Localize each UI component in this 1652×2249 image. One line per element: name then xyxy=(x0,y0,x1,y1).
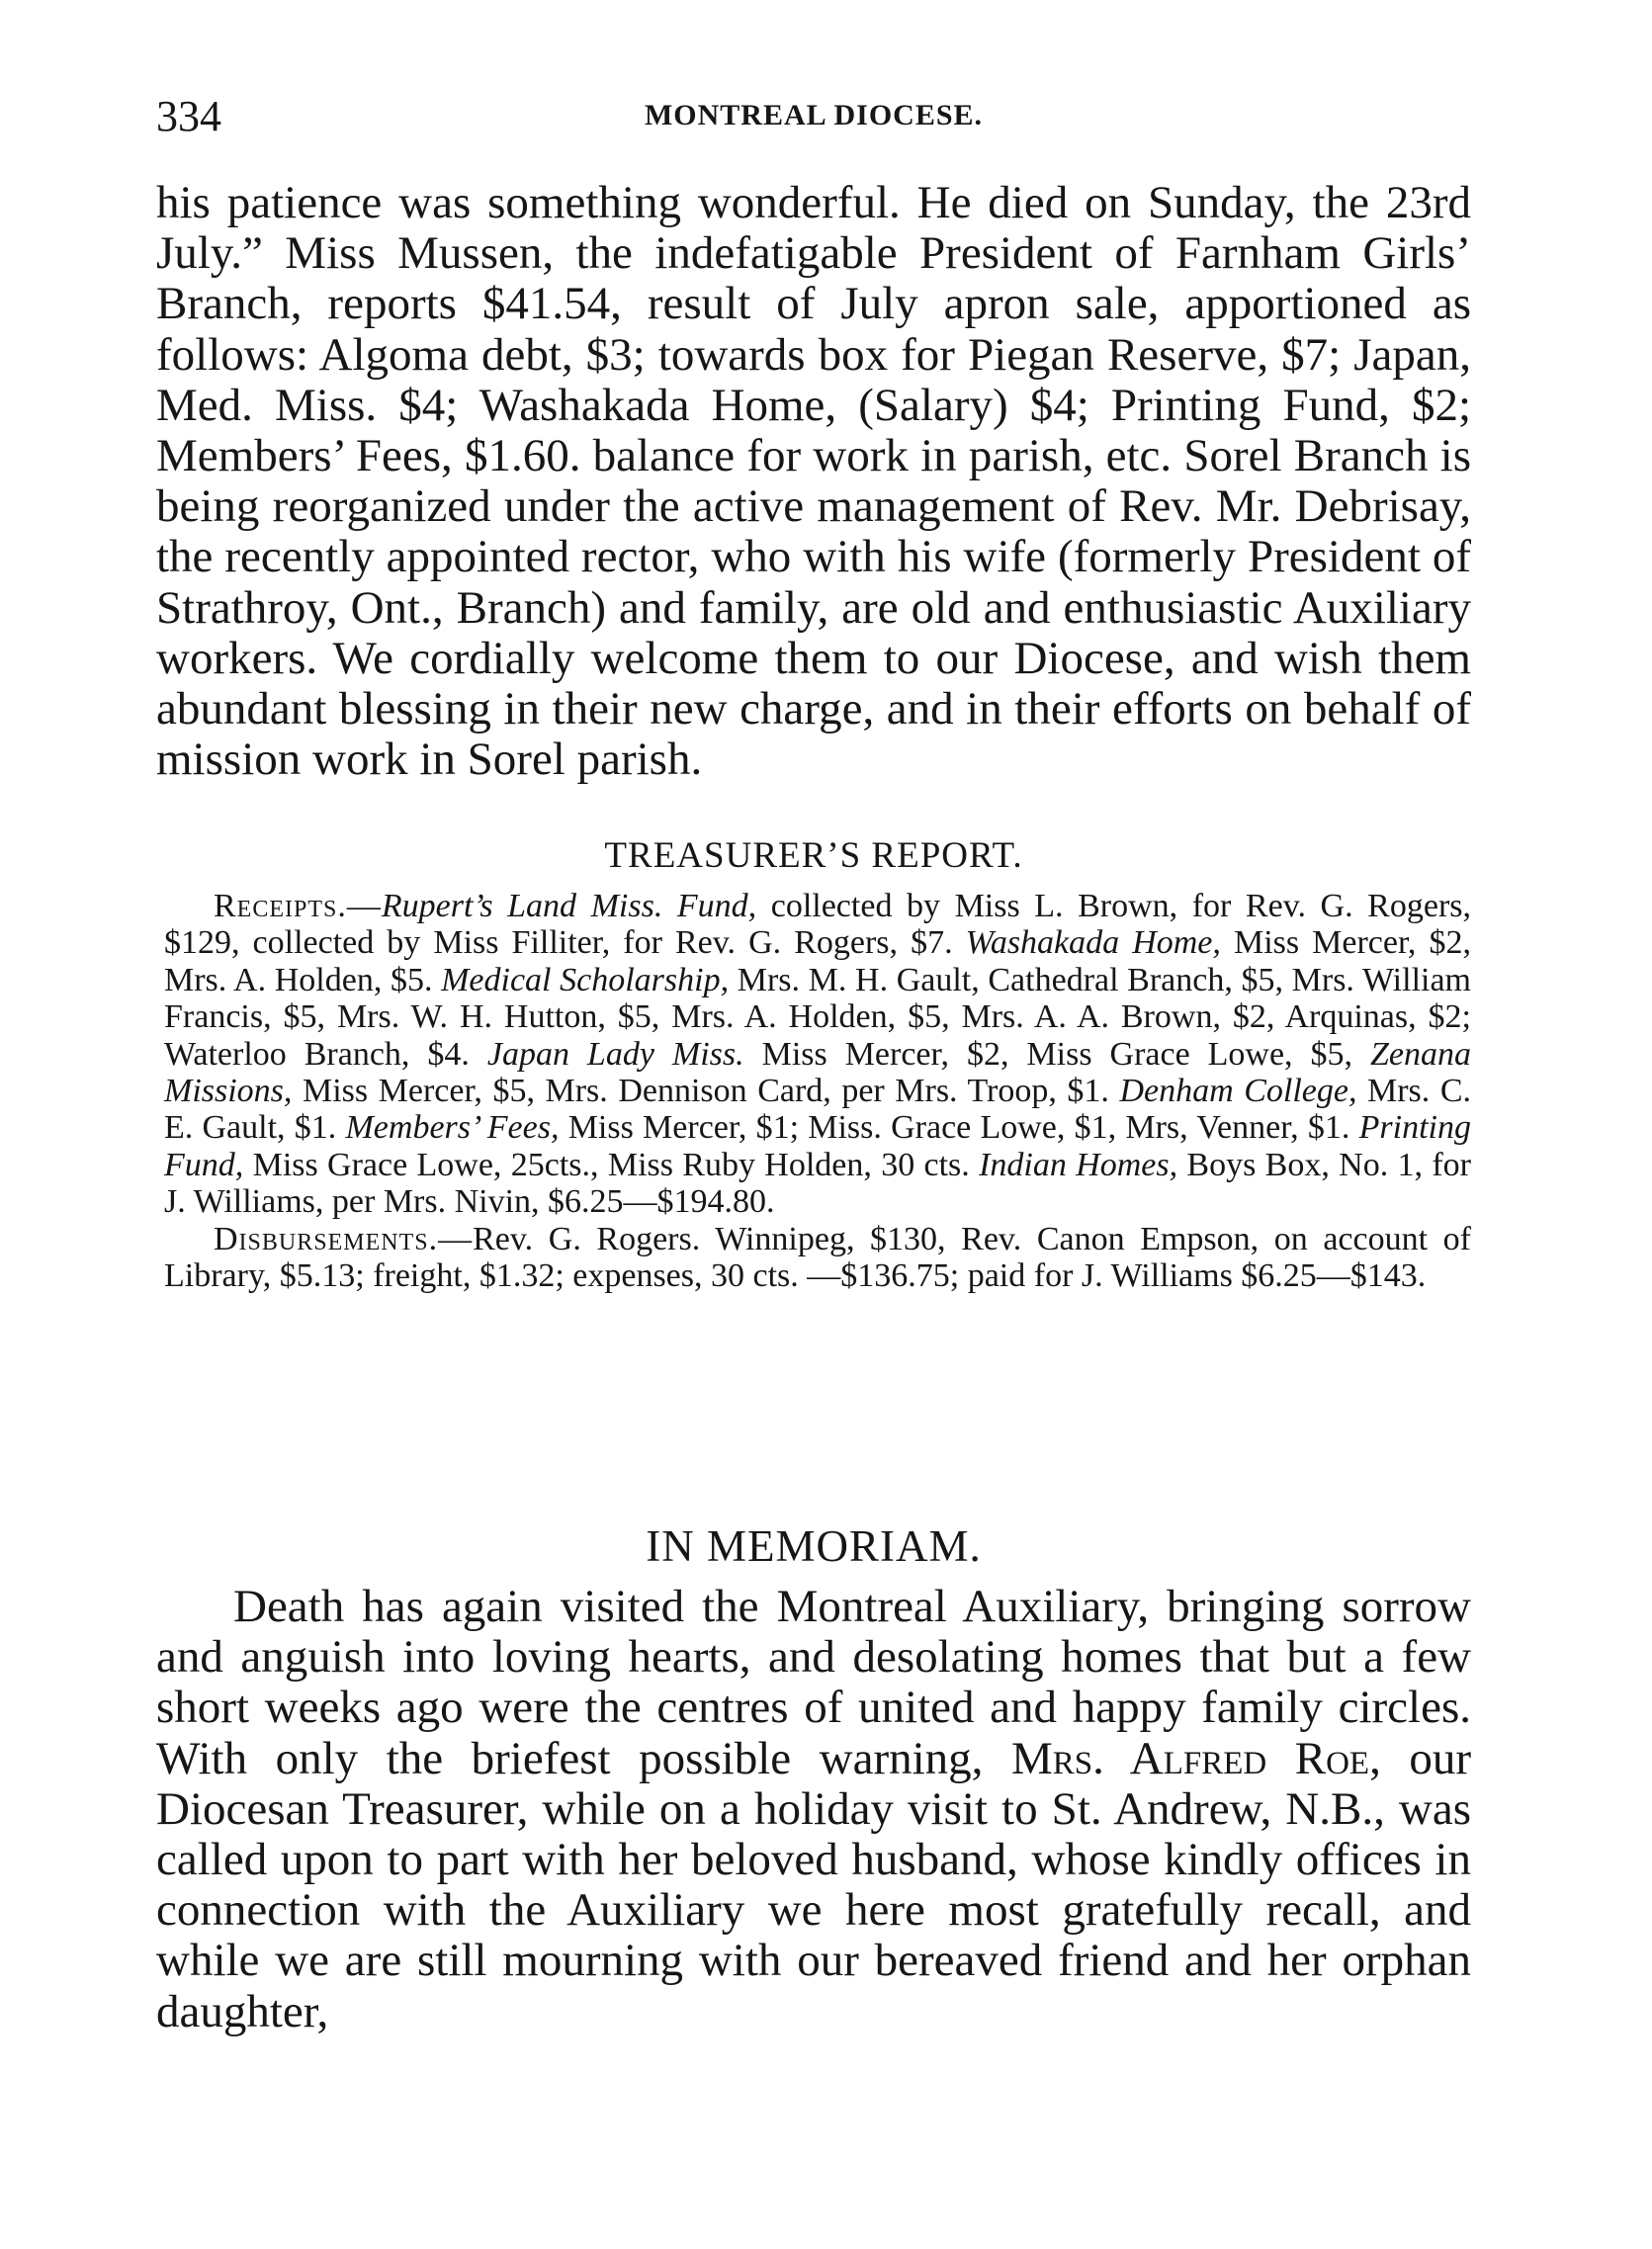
receipts-entry-text: Miss Mercer, $2, Miss Grace Lowe, $5, xyxy=(743,1035,1370,1073)
intro-section xyxy=(156,178,1471,785)
receipts-fund-name: Denham College, xyxy=(1119,1073,1357,1110)
receipts-entry-text: collected by Miss L. Brown, for Rev. G. Rogers, $129, collected by Miss Filliter, for Rev. G. Rogers, $7. xyxy=(164,888,1471,962)
receipts-entry-text: Miss Mercer, $5, Mrs. Dennison Card, per Mrs. Troop, $1. xyxy=(292,1073,1120,1110)
disbursements-text: Rev. G. Rogers. Winnipeg, $130, Rev. Canon Empson, on account of Library, $5.13; freight, $1.32; expenses, 30 cts. —$136.75; paid for J. Williams $6.25—$143. xyxy=(164,1220,1471,1295)
intro-paragraph: his patience was something wonderful. He died on Sunday, the 23rd July.” Miss Mussen, the indefatigable President of Farnham Girls’ Branch, reports $41.54, result of July apron sale, apportioned as follows: Algoma debt, $3; towards box for Piegan Reserve, $7; Japan, Med. Miss. $4; Washakada Home, (Salary) $4; Printing Fund, $2; Members’ Fees, $1.60. balance for work in parish, etc. Sorel Branch is being reorganized under the active management of Rev. Mr. Debrisay, the recently appointed rector, who with his wife (formerly President of Strathroy, Ont., Branch) and family, are old and enthusiastic Auxiliary workers. We cordially welcome them to our Diocese, and wish them abundant blessing in their new charge, and in their efforts on behalf of mission work in Sorel parish. xyxy=(156,177,1471,786)
receipts-paragraph xyxy=(164,888,1471,1221)
treasurer-report-heading: TREASURER’S REPORT. xyxy=(604,835,1023,876)
page-header xyxy=(156,91,1471,146)
receipts-entry-text: Mrs. C. E. Gault, $1. xyxy=(164,1073,1472,1147)
receipts-entry-text: Miss Mercer, $1; Miss. Grace Lowe, $1, Mrs, Venner, $1. xyxy=(559,1109,1359,1147)
receipts-fund-name: Zenana Missions, xyxy=(164,1035,1471,1110)
receipts-fund-name: Members’ Fees, xyxy=(345,1109,560,1147)
receipts-entry-text: Boys Box, No. 1, for J. Williams, per Mrs. Nivin, $6.25—$194.80. xyxy=(164,1146,1471,1221)
receipts-entry-text: Mrs. M. H. Gault, Cathedral Branch, $5, Mrs. William Francis, $5, Mrs. W. H. Hutton, $5, Mrs. A. Holden, $5, Mrs. A. A. Brown, $2, Arquinas, $2; Waterloo Branch, $4. xyxy=(164,961,1471,1073)
receipts-fund-name: Indian Homes, xyxy=(979,1146,1178,1183)
memoriam-section xyxy=(156,1582,1471,2037)
receipts-fund-name: Japan Lady Miss. xyxy=(486,1035,744,1073)
memoriam-text-before-name: Death has again visited the Montreal Auxiliary, bringing sorrow and anguish into loving hearts, and desolating homes that but a few short weeks ago were the centres of united and happy family circles. With only the briefest possible warning, xyxy=(156,1581,1471,1784)
memoriam-heading: IN MEMORIAM. xyxy=(646,1521,982,1571)
receipts-fund-name: Rupert’s Land Miss. Fund, xyxy=(381,888,757,924)
receipts-label: Receipts.— xyxy=(214,888,382,924)
receipts-fund-name: Washakada Home, xyxy=(965,924,1221,962)
receipts-body xyxy=(164,888,1471,1220)
disbursements-paragraph xyxy=(164,1221,1471,1295)
receipts-entry-text: Miss Grace Lowe, 25cts., Miss Ruby Holden, 30 cts. xyxy=(243,1146,980,1183)
memoriam-paragraph xyxy=(156,1582,1471,2037)
receipts-fund-name: Printing Fund, xyxy=(164,1109,1471,1183)
receipts-entry-text: Miss Mercer, $2, Mrs. A. Holden, $5. xyxy=(164,924,1471,998)
memoriam-name: Mrs. Alfred Roe xyxy=(1010,1732,1370,1784)
disbursements-label: Disbursements.— xyxy=(214,1220,474,1257)
page-number: 334 xyxy=(156,92,221,140)
treasurer-report xyxy=(164,888,1471,1294)
memoriam-text-after-name: , our Diocesan Treasurer, while on a holiday visit to St. Andrew, N.B., was called upon to part with her beloved husband, whose kindly offices in connection with the Auxiliary we here most gratefully recall, and while we are still mourning with our bereaved friend and her orphan daughter, xyxy=(156,1732,1471,2037)
receipts-fund-name: Medical Scholarship, xyxy=(441,961,730,998)
running-head: MONTREAL DIOCESE. xyxy=(644,99,984,131)
